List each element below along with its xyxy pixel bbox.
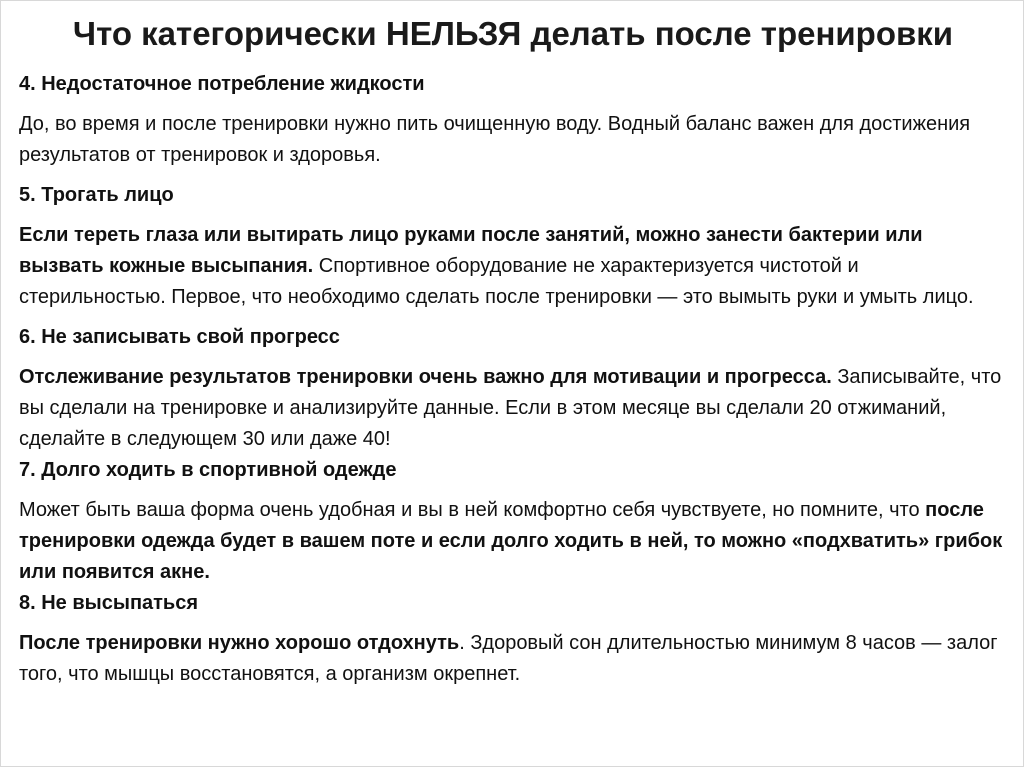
section-text-plain: Спортивное оборудование не характеризуется чистотой и стерильностью. Первое, что необходимо сделать после тренировки — это вымыть руки и умыть лицо. — [19, 255, 974, 308]
section-text-progress — [19, 362, 1009, 455]
section-text-bold: После тренировки нужно хорошо отдохнуть — [19, 632, 460, 654]
page-title: Что категорически НЕЛЬЗЯ делать после тренировки — [72, 15, 954, 52]
section-text-bold: Если тереть глаза или вытирать лицо руками после занятий, можно занести бактерии или вызвать кожные высыпания. — [19, 224, 923, 277]
section-heading-progress: 6. Не записывать свой прогресс — [19, 326, 340, 348]
section-text-sportswear — [19, 495, 1009, 588]
section-text-sleep — [19, 628, 1009, 690]
section-text-plain: . Здоровый сон длительностью минимум 8 часов — залог того, что мышцы восстановятся, а организм окрепнет. — [19, 632, 998, 685]
section-text-plain: Может быть ваша форма очень удобная и вы в ней комфортно себя чувствуете, но помните, что — [19, 499, 926, 521]
section-text-touch-face — [19, 220, 1009, 313]
section-heading-sportswear: 7. Долго ходить в спортивной одежде — [19, 459, 397, 481]
section-heading-sleep: 8. Не высыпаться — [19, 592, 199, 614]
section-text-bold: Отслеживание результатов тренировки очень важно для мотивации и прогресса. — [19, 366, 832, 388]
section-text-plain: До, во время и после тренировки нужно пить очищенную воду. Водный баланс важен для достижения результатов от тренировок и здоровья. — [19, 113, 971, 166]
section-heading-touch-face: 5. Трогать лицо — [19, 184, 174, 206]
content-body — [19, 69, 1009, 690]
section-text-bold: после тренировки одежда будет в вашем поте и если долго ходить в ней, то можно «подхватить» грибок или появится акне. — [19, 499, 1003, 583]
section-text-hydration — [19, 109, 1009, 171]
section-text-plain: Записывайте, что вы сделали на тренировке и анализируйте данные. Если в этом месяце вы сделали 20 отжиманий, сделайте в следующем 30 или даже 40! — [19, 366, 1002, 450]
section-heading-hydration: 4. Недостаточное потребление жидкости — [19, 73, 425, 95]
